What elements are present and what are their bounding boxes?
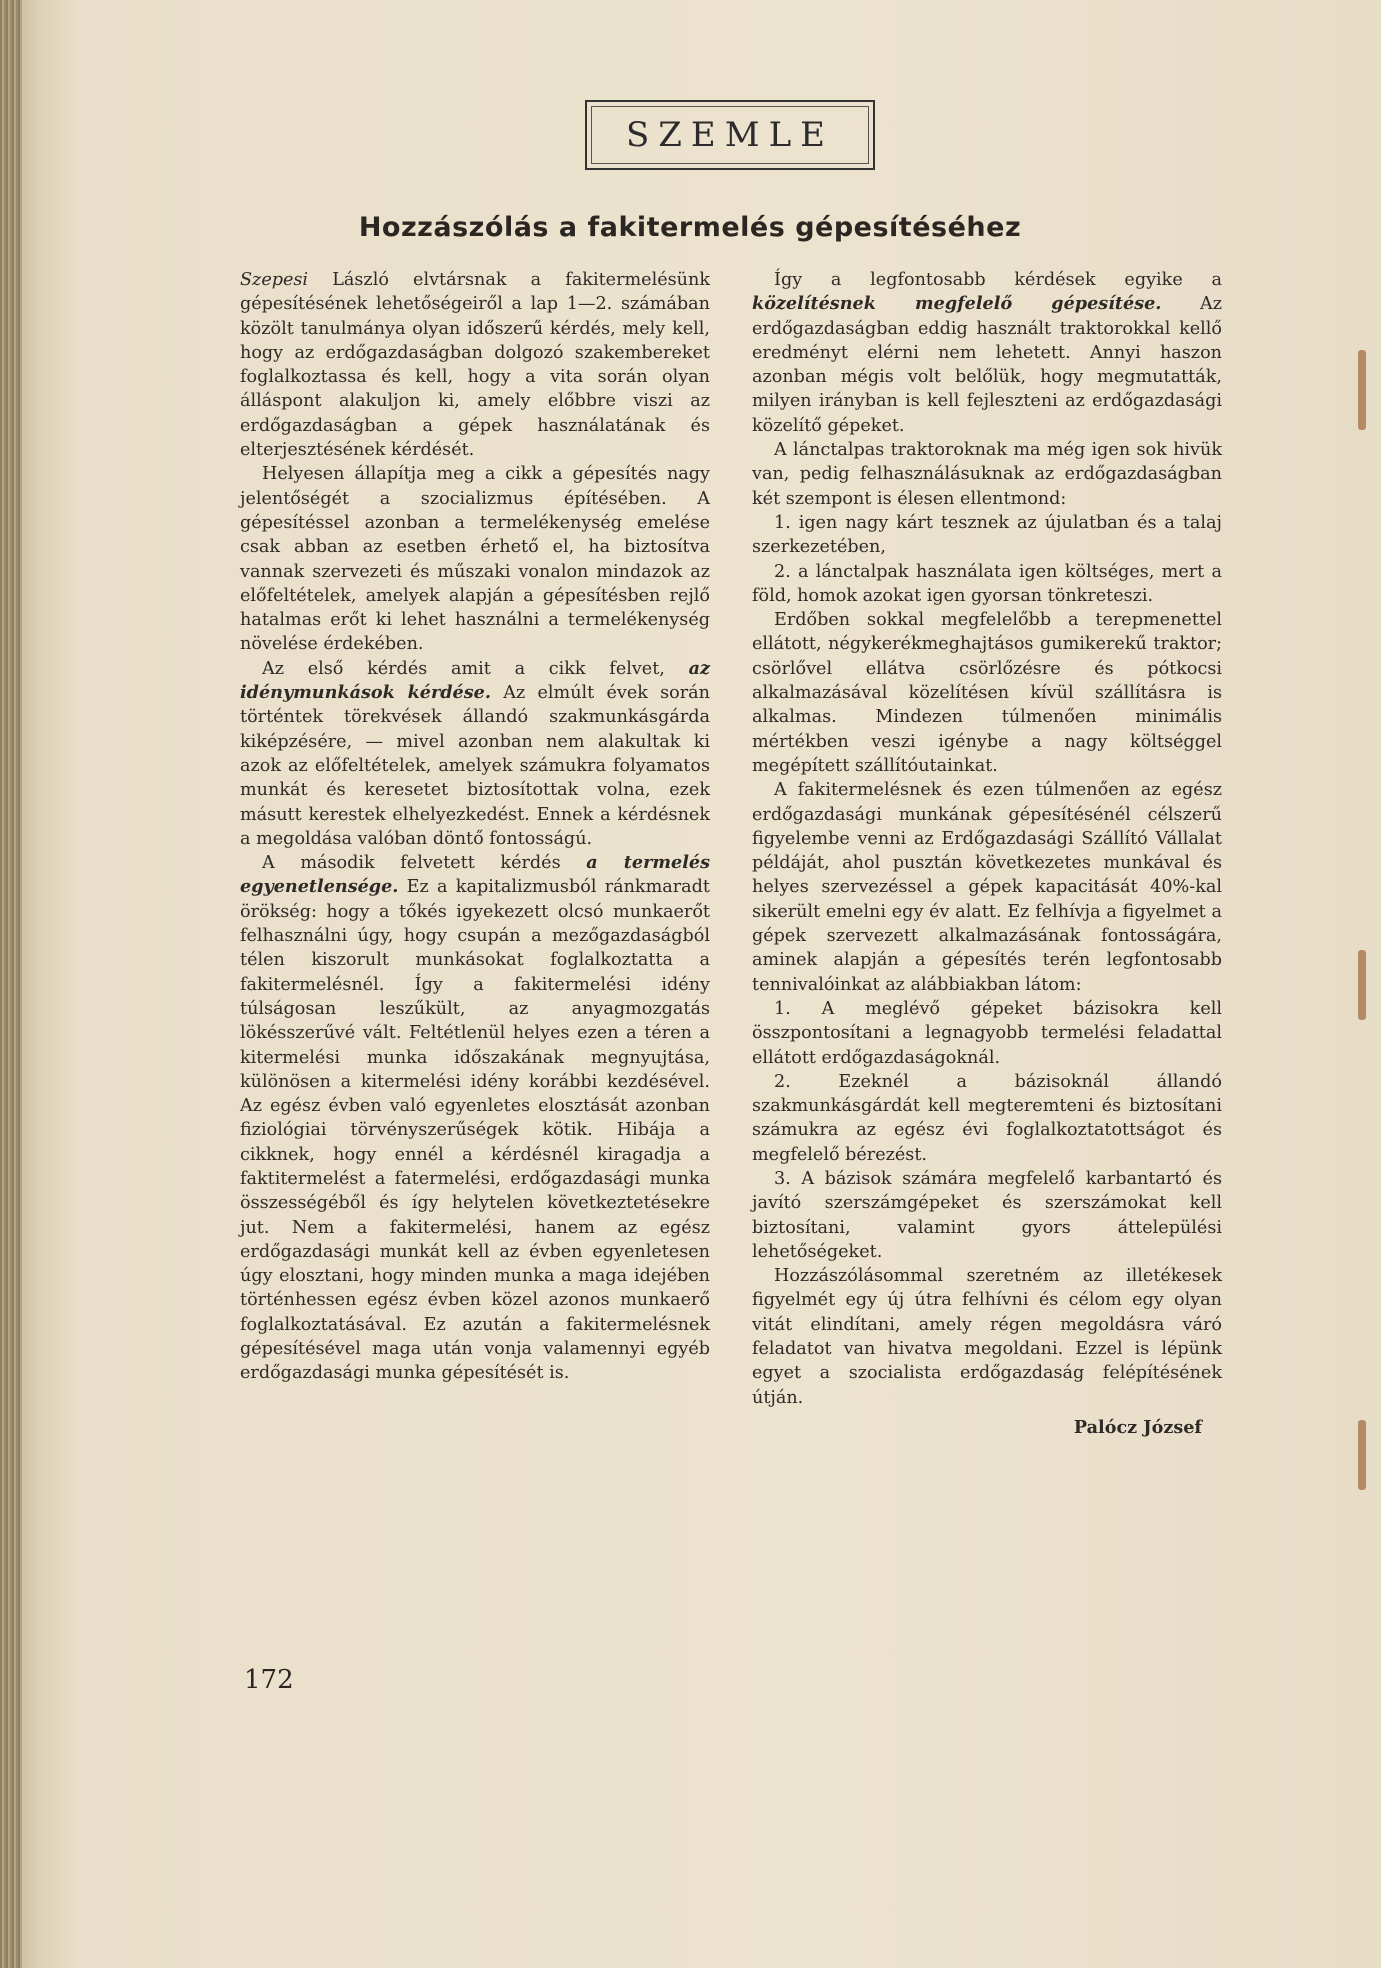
text-run: Hozzászólásommal szeretném az illetékesek figyelmét egy új útra felhívni és célom egy olyan vitát elindítani, amely régen megoldásra váró feladatot van hivatva megoldani. Ezzel is lépünk egyet a szocialista erdőgazdaság felépítésének útján.: [752, 1266, 1222, 1408]
masthead-title: SZEMLE: [626, 115, 834, 155]
paragraph: [752, 778, 1222, 997]
text-run: 2. Ezeknél a bázisoknál állandó szakmunkásgárdát kell megteremteni és biztosítani számukra az egész évi foglalkoztatottságot és megfelelő bérezést.: [752, 1071, 1222, 1165]
page-number: 172: [244, 1665, 294, 1695]
paragraph: [752, 560, 1222, 609]
text-run: közelítésnek megfelelő gépesítése.: [752, 293, 1162, 315]
text-run: 1. A meglévő gépeket bázisokra kell összpontosítani a legnagyobb termelési feladattal ellátott erdőgazdaságoknál.: [752, 998, 1222, 1068]
author-signature: Palócz József: [1073, 1416, 1202, 1438]
paragraph: [752, 1167, 1222, 1264]
paragraph: [752, 438, 1222, 511]
text-run: Helyesen állapítja meg a cikk a gépesítés nagy jelentőségét a szocializmus építésében. A gépesítéssel azonban a termelékenység emelése csak abban az esetben érhető el, ha biztosítva vannak szervezeti és műszaki vonalon mindazok az előfeltételek, amelyek alapján a gépesítésben rejlő hatalmas erőt ki lehet használni a termelékenység növelése érdekében.: [240, 464, 710, 655]
paragraph: [240, 657, 710, 851]
text-run: Az első kérdés amit a cikk felvet,: [262, 658, 689, 679]
paragraph: [240, 268, 710, 462]
paragraph: [752, 268, 1222, 438]
text-run: 3. A bázisok számára megfelelő karbantartó és javító szerszámgépeket és szerszámokat kell biztosítani, valamint gyors áttelepülési lehetőségeket.: [752, 1168, 1222, 1262]
paragraph: [752, 511, 1222, 560]
page-tab-marker: [1358, 350, 1366, 430]
article-headline: Hozzászólás a fakitermelés gépesítéséhez: [358, 212, 1022, 243]
book-binding-edge: [0, 0, 22, 1968]
page-tab-marker: [1358, 1420, 1366, 1490]
text-run: Az erdőgazdaságban eddig használt traktorokkal kellő eredményt elérni nem lehetett. Annyi haszon azonban mégis volt belőlük, hogy megmutatták, milyen irányban is kell fejleszteni az erdőgazdasági közelítő gépeket.: [752, 294, 1222, 436]
text-run: 2. a lánctalpak használata igen költséges, mert a föld, homok azokat igen gyorsan tönkreteszi.: [752, 561, 1222, 606]
text-run: A lánctalpas traktoroknak ma még igen sok hivük van, pedig felhasználásuknak az erdőgazdaságban két szempont is élesen ellentmond:: [752, 440, 1222, 509]
text-run: Így a legfontosabb kérdések egyike a: [774, 270, 1222, 290]
paragraph: [240, 851, 710, 1386]
text-run: Erdőben sokkal megfelelőbb a terepmenettel ellátott, négykerékmeghajtásos gumikerekű traktor; csörlővel ellátva csörlőzésre és pótkocsi alkalmazásával közelítésen kívül szállításra is alkalmas. Mindezen túlmenően minimális mértékben veszi igénybe a nagy költséggel megépített szállítóutainkat.: [752, 610, 1222, 776]
paragraph: [752, 997, 1222, 1070]
paragraph: [752, 608, 1222, 778]
left-column: [240, 268, 710, 1386]
text-run: az idénymunkások kérdése.: [240, 657, 710, 704]
section-masthead: [585, 100, 875, 170]
paragraph: [752, 1070, 1222, 1167]
right-column: [752, 268, 1222, 1440]
page-tab-marker: [1358, 950, 1366, 1020]
text-run: 1. igen nagy kárt tesznek az újulatban és a talaj szerkezetében,: [752, 512, 1222, 558]
text-run: Az elmúlt évek során történtek törekvések állandó szakmunkásgárda kiképzésére, — mivel azonban nem alakultak ki azok az előfeltételek, amelyek számukra folyamatos munkát és keresetet biztosítottak volna, ezek másutt kerestek elhelyezkedést. Ennek a kérdésnek a megoldása valóban döntő fontosságú.: [240, 683, 711, 849]
text-run: Ez a kapitalizmusból ránkmaradt örökség: hogy a tőkés igyekezett olcsó munkaerőt felhasználni úgy, hogy csupán a mezőgazdaságból télen kiszorult munkásokat foglalkoztatta a fakitermelésnél. Így a fakitermelési idény túlságosan leszűkült, az anyagmozgatás lökésszerűvé vált. Feltétlenül helyes ezen a téren a kitermelési munka időszakának megnyujtása, különösen a kitermelési idény korábbi kezdésével. Az egész évben való egyenletes elosztását azonban fiziológiai törvényszerűségek kötik. Hibája a cikknek, hogy ennél a kérdésnél kiragadja a faktitermelést a fatermelési, erdőgazdasági munka összességéből és így helytelen következtetésekre jut. Nem a fakitermelési, hanem az egész erdőgazdasági munkát kell az évben egyenletesen úgy elosztani, hogy minden munka a maga idejében történhessen egész évben közel azonos munkaerő foglalkoztatásával. Ez azután a fakitermelésnek gépesítésével maga után vonja valamennyi egyéb erdőgazdasági munka gépesítését is.: [240, 877, 710, 1384]
paragraph: [752, 1264, 1222, 1410]
text-run: László elvtársnak a fakitermelésünk gépesítésének lehetőségeiről a lap 1—2. számában közölt tanulmánya olyan időszerű kérdés, mely kell, hogy az erdőgazdaságban dolgozó szakembereket foglalkoztassa és kell, hogy a vita során olyan álláspont alakuljon ki, amely előbbre viszi az erdőgazdaságban a gépek használatának és elterjesztésének kérdését.: [240, 270, 710, 461]
text-run: a termelés egyenetlensége.: [240, 852, 710, 898]
text-run: A második felvetett kérdés: [262, 853, 587, 874]
text-run: A fakitermelésnek és ezen túlmenően az egész erdőgazdasági munkának gépesítésénél célszerű figyelembe venni az Erdőgazdasági Szállító Vállalat példáját, ahol pusztán következetes munkával és helyes szervezéssel a gépek kapacitását 40%-kal sikerült emelni egy év alatt. Ez felhívja a figyelmet a gépek szervezett alkalmazásának fontosságára, aminek alapján a gépesítés terén legfontosabb tennivalóinkat az alábbiakban látom:: [752, 780, 1222, 995]
paragraph: [240, 462, 710, 656]
text-run: Szepesi: [240, 270, 333, 290]
